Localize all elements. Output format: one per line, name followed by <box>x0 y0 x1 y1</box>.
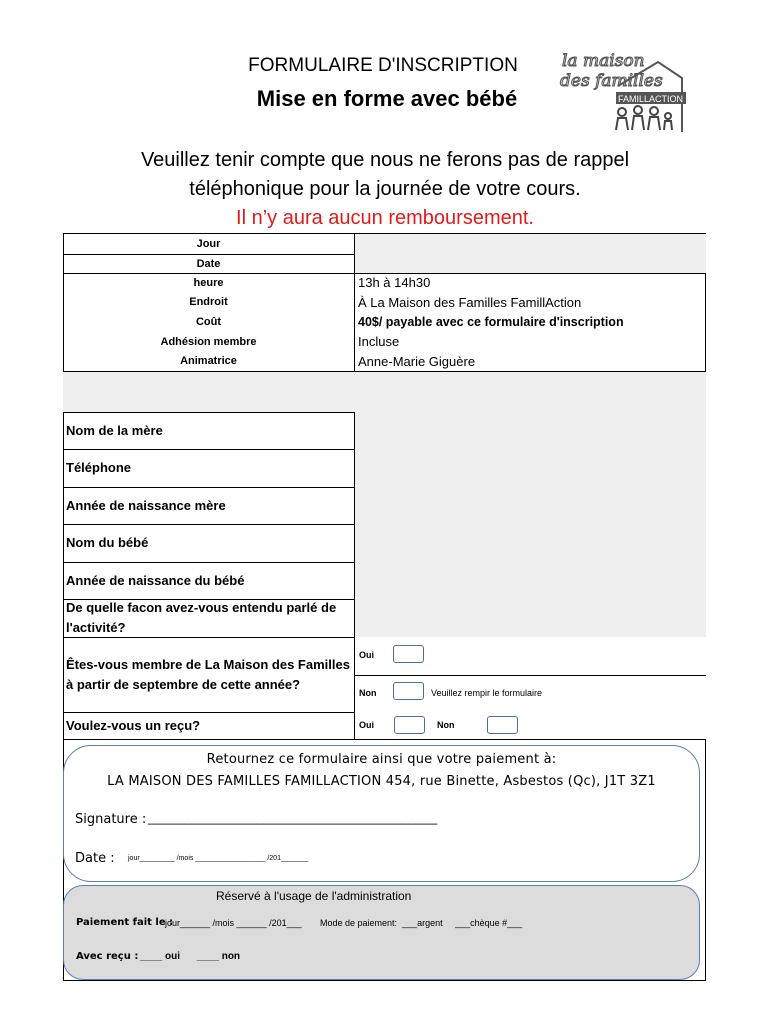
info-label: Date <box>63 254 355 273</box>
info-row-heure <box>63 273 706 292</box>
spacer-row <box>63 372 706 412</box>
info-label: Animatrice <box>63 351 355 371</box>
phone-field[interactable] <box>355 449 706 487</box>
svg-text:des familles: des familles <box>560 71 663 91</box>
mother-name-row <box>63 412 706 449</box>
date-field[interactable] <box>355 254 706 273</box>
signature-label: Signature : <box>75 812 147 827</box>
info-label: Coût <box>63 312 355 332</box>
receipt-admin-options[interactable]: ____ oui ____ non <box>140 951 241 962</box>
info-row-jour <box>63 234 706 254</box>
baby-name-label: Nom du bébé <box>63 524 355 562</box>
receipt-no-checkbox[interactable] <box>487 716 518 734</box>
baby-birth-year-label: Année de naissance du bébé <box>63 562 355 599</box>
form-subtitle: Mise en forme avec bébé <box>256 86 518 111</box>
mother-name-label: Nom de la mère <box>63 412 355 449</box>
date-label: Date : <box>75 851 115 866</box>
receipt-question-label: Voulez-vous un reçu? <box>63 712 355 739</box>
phone-row <box>63 449 706 487</box>
fill-form-note: Veuillez rempir le formulaire <box>431 688 543 698</box>
member-yes-label: Oui <box>359 650 374 660</box>
info-value: À La Maison des Familles FamillAction <box>358 294 582 310</box>
receipt-admin-label: Avec reçu : <box>76 951 139 962</box>
notice-line-1: Veuillez tenir compte que nous ne ferons pas de rappel <box>140 149 630 171</box>
mother-birth-year-row <box>63 487 706 524</box>
info-row-date <box>63 254 706 273</box>
info-label: heure <box>63 273 355 292</box>
no-refund-notice: Il n’y aura aucun remboursement. <box>236 207 534 229</box>
svg-text:la maison: la maison <box>562 51 645 71</box>
payment-mode[interactable]: Mode de paiement: ___argent ___chèque #___ <box>320 918 523 928</box>
return-instructions-box <box>63 745 700 882</box>
phone-label: Téléphone <box>63 449 355 487</box>
day-field[interactable] <box>355 234 706 254</box>
receipt-row <box>63 712 706 739</box>
info-row-cout <box>63 312 706 332</box>
baby-name-row <box>63 524 706 562</box>
date-blanks[interactable]: jour_________ /mois __________________ /201_______ <box>128 855 309 862</box>
form-title: FORMULAIRE D'INSCRIPTION <box>248 55 518 76</box>
admin-title: Réservé à l'usage de l'administration <box>216 889 412 903</box>
member-question-label: Êtes-vous membre de La Maison des Familles à partir de septembre de cette année? <box>63 637 355 712</box>
info-value: Incluse <box>358 334 400 349</box>
receipt-no-label: Non <box>437 720 455 730</box>
baby-birth-year-field[interactable] <box>355 562 706 599</box>
receipt-yes-checkbox[interactable] <box>394 716 425 734</box>
famillaction-logo <box>558 48 692 136</box>
signature-line[interactable]: ________________________________________ <box>148 810 438 825</box>
member-no-checkbox[interactable] <box>393 682 424 700</box>
info-row-animatrice <box>63 351 706 371</box>
mother-birth-year-label: Année de naissance mère <box>63 487 355 524</box>
admin-box <box>63 885 700 980</box>
heard-about-label: De quelle facon avez-vous entendu parlé de l'activité? <box>63 599 355 637</box>
notice-line-2: téléphonique pour la journée de votre cours. <box>189 178 581 200</box>
return-instructions: Retournez ce formulaire ainsi que votre paiement à: <box>206 752 557 767</box>
member-yes-checkbox[interactable] <box>393 645 424 663</box>
member-no-label: Non <box>359 688 377 698</box>
svg-text:FAMILLACTION: FAMILLACTION <box>618 94 684 104</box>
receipt-yes-label: Oui <box>359 720 374 730</box>
baby-name-field[interactable] <box>355 524 706 562</box>
info-label: Endroit <box>63 292 355 312</box>
info-label: Adhésion membre <box>63 332 355 351</box>
return-address: LA MAISON DES FAMILLES FAMILLACTION 454, rue Binette, Asbestos (Qc), J1T 3Z1 <box>107 774 656 789</box>
info-value: 40$/ payable avec ce formulaire d'inscription <box>358 315 624 329</box>
info-value: Anne-Marie Giguère <box>358 353 476 369</box>
info-row-adhesion <box>63 332 706 351</box>
info-row-endroit <box>63 292 706 312</box>
payment-date[interactable]: jour______ /mois ______ /201___ <box>165 918 302 928</box>
payment-label: Paiement fait le : <box>76 917 174 928</box>
info-label: Jour <box>63 234 355 254</box>
baby-birth-year-row <box>63 562 706 599</box>
mother-name-field[interactable] <box>355 412 706 449</box>
info-value: 13h à 14h30 <box>358 275 431 290</box>
heard-about-row <box>63 599 706 637</box>
heard-about-field[interactable] <box>355 599 706 637</box>
mother-birth-year-field[interactable] <box>355 487 706 524</box>
